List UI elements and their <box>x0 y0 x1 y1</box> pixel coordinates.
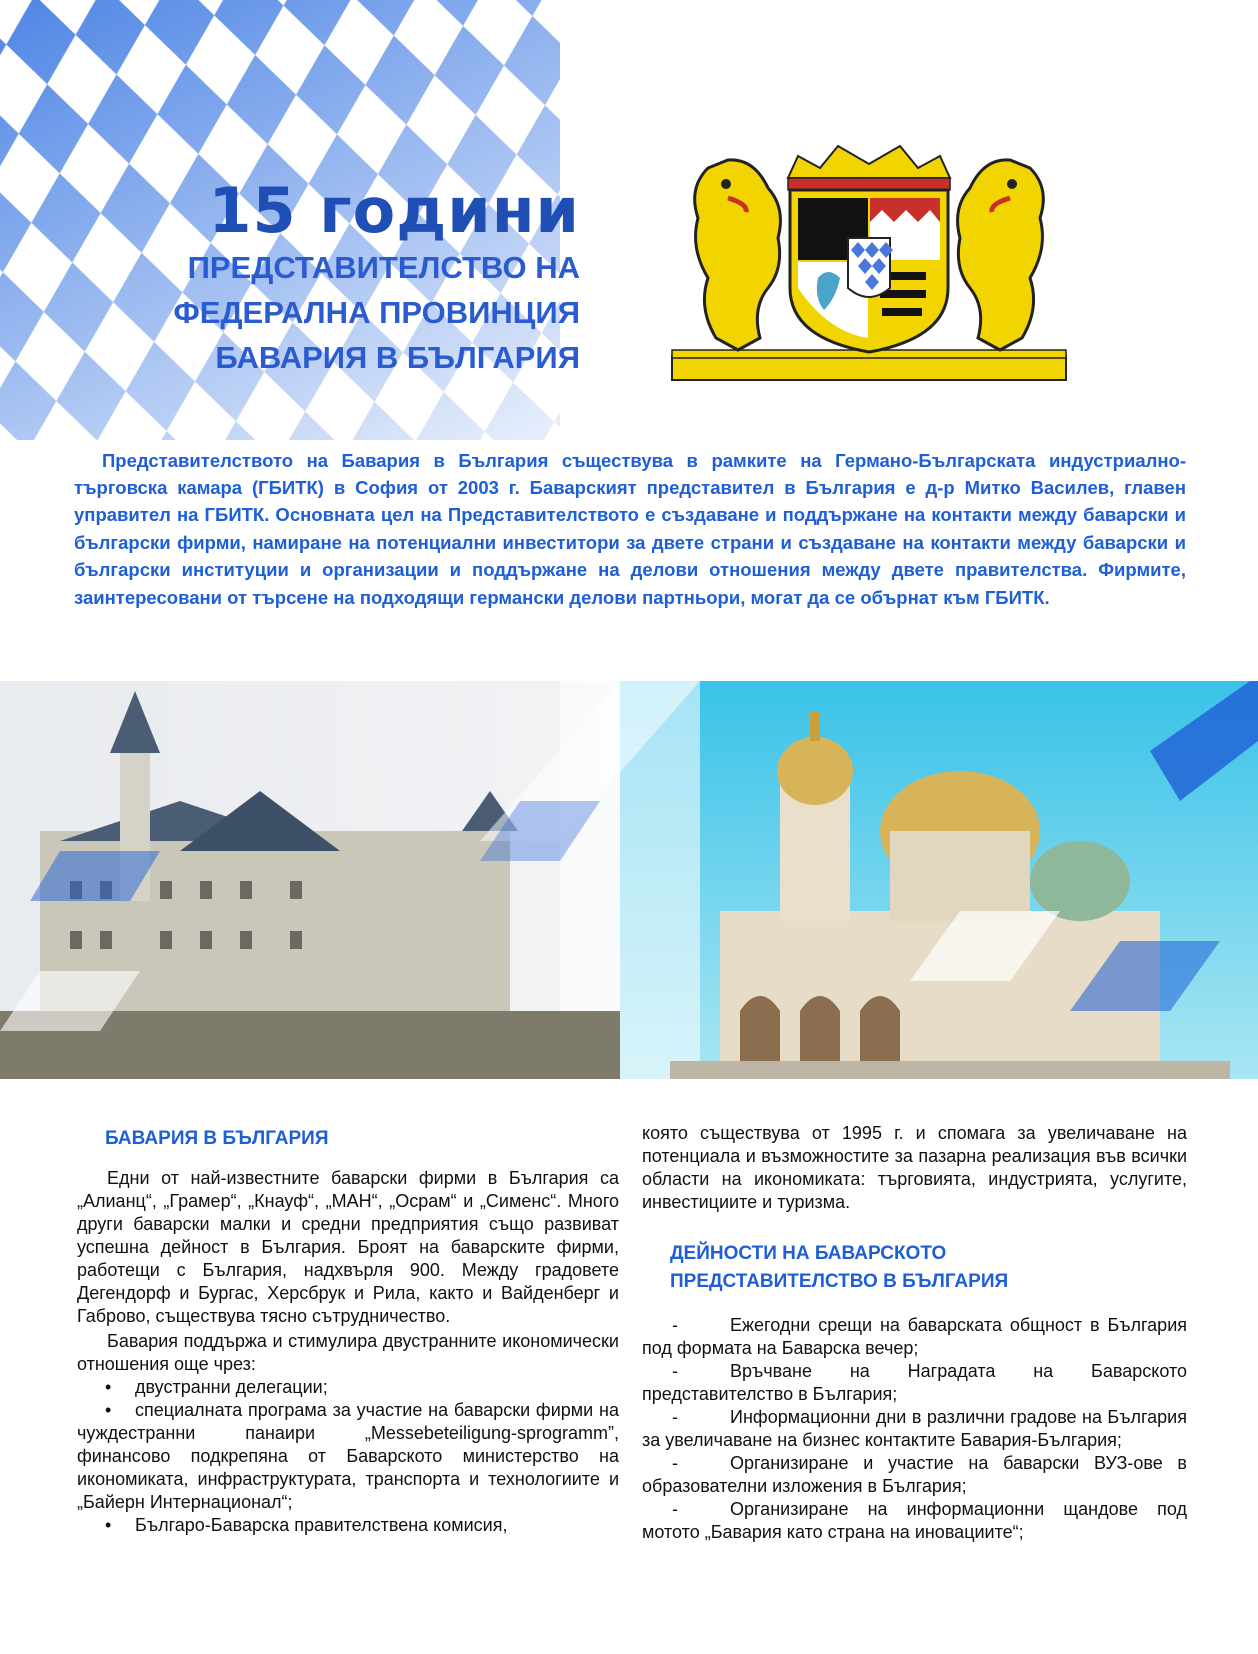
heading-line-2: ПРЕДСТАВИТЕЛСТВО В БЪЛГАРИЯ <box>670 1271 1009 1292</box>
bullet-mark: • <box>105 1377 112 1397</box>
intro-paragraph: Представителството на Бавария в България съществува в рамките на Германо-Българската индустриално-търговска камара (ГБИТК) в София от 2003 г. Баварският представител в България е д-р Митко Василев, главен управител на ГБИТК. Основната цел на Представителството е създаване и поддържане на контакти между баварски и български фирми, намиране на потенциални инвеститори за двете страни и създаване на контакти между баварски и български институции и организации и поддържане на делови отношения между двете правителства. Фирмите, заинтересовани от търсене на подходящи германски делови партньори, могат да се обърнат към ГБИТК. <box>74 449 1186 608</box>
left-column <box>77 1125 619 1537</box>
title-block <box>173 174 580 379</box>
dash-mark: - <box>672 1499 678 1519</box>
heading-line-1: ДЕЙНОСТИ НА БАВАРСКОТО <box>670 1243 947 1264</box>
list-item <box>642 1498 1187 1544</box>
subtitle-line-2: ФЕДЕРАЛНА ПРОВИНЦИЯ <box>173 295 580 330</box>
list-item-text: Връчване на Наградата на Баварското представителство в България; <box>642 1361 1187 1404</box>
list-item-text: Информационни дни в различни градове на България за увеличаване на бизнес контактите Бавария-България; <box>642 1407 1187 1450</box>
list-item <box>77 1376 619 1399</box>
paragraph-relations: Бавария поддържа и стимулира двустранните икономически отношения още чрез: <box>77 1331 619 1374</box>
section-heading-bavaria-in-bulgaria: БАВАРИЯ В БЪЛГАРИЯ <box>105 1128 329 1149</box>
list-item-text: специалната програма за участие на баварски фирми на чуждестранни панаири „Messebeteiligung-sprogramm”, финансово подкрепяна от Баварското министерство на икономиката, инфраструктурата, транспорта и технологиите и „Байерн Интернационал“; <box>77 1400 619 1512</box>
list-item <box>642 1452 1187 1498</box>
paragraph-commission-continued: която съществува от 1995 г. и спомага за увеличаване на потенциала и възможностите за пазарна реализация във всички области на икономиката: търговията, индустрията, услугите, инвестициите и туризма. <box>642 1123 1187 1212</box>
list-item-text: Българо-Баварска правителствена комисия, <box>135 1515 508 1535</box>
list-item <box>642 1360 1187 1406</box>
dash-mark: - <box>672 1361 678 1381</box>
list-item <box>77 1514 619 1537</box>
section-heading-activities <box>642 1240 1187 1296</box>
list-item-text: Ежегодни срещи на баварската общност в България под формата на Баварска вечер; <box>642 1315 1187 1358</box>
bullet-mark: • <box>105 1515 112 1535</box>
castle-and-cathedral-banner-image <box>0 681 1258 1079</box>
right-column <box>642 1122 1187 1544</box>
subtitle-line-1: ПРЕДСТАВИТЕЛСТВО НА <box>187 250 580 285</box>
list-item <box>642 1314 1187 1360</box>
dash-mark: - <box>672 1453 678 1473</box>
page-title: 15 години <box>208 174 580 247</box>
list-item-text: Организиране на информационни щандове под мотото „Бавария като страна на иновациите“; <box>642 1499 1187 1542</box>
list-item-text: двустранни делегации; <box>135 1377 328 1397</box>
paragraph-companies: Едни от най-известните баварски фирми в България са „Алианц“, „Грамер“, „Кнауф“, „МАН“, „Осрам“ и „Сименс“. Много други баварски малки и средни предприятия също развиват успешна дейност в България. Броят на баварските фирми, работещи с България, надхвърля 900. Между градовете Дегендорф и Бургас, Херсбрук и Рила, както и Вайденберг и Габрово, съществува тясно сътрудничество. <box>77 1168 619 1326</box>
bavaria-coat-of-arms-image <box>668 138 1070 386</box>
dash-mark: - <box>672 1315 678 1335</box>
list-item <box>642 1406 1187 1452</box>
dash-mark: - <box>672 1407 678 1427</box>
subtitle-line-3: БАВАРИЯ В БЪЛГАРИЯ <box>215 340 580 375</box>
bullet-mark: • <box>105 1400 112 1420</box>
list-item <box>77 1399 619 1514</box>
list-item-text: Организиране и участие на баварски ВУЗ-ове в образователни изложения в България; <box>642 1453 1187 1496</box>
